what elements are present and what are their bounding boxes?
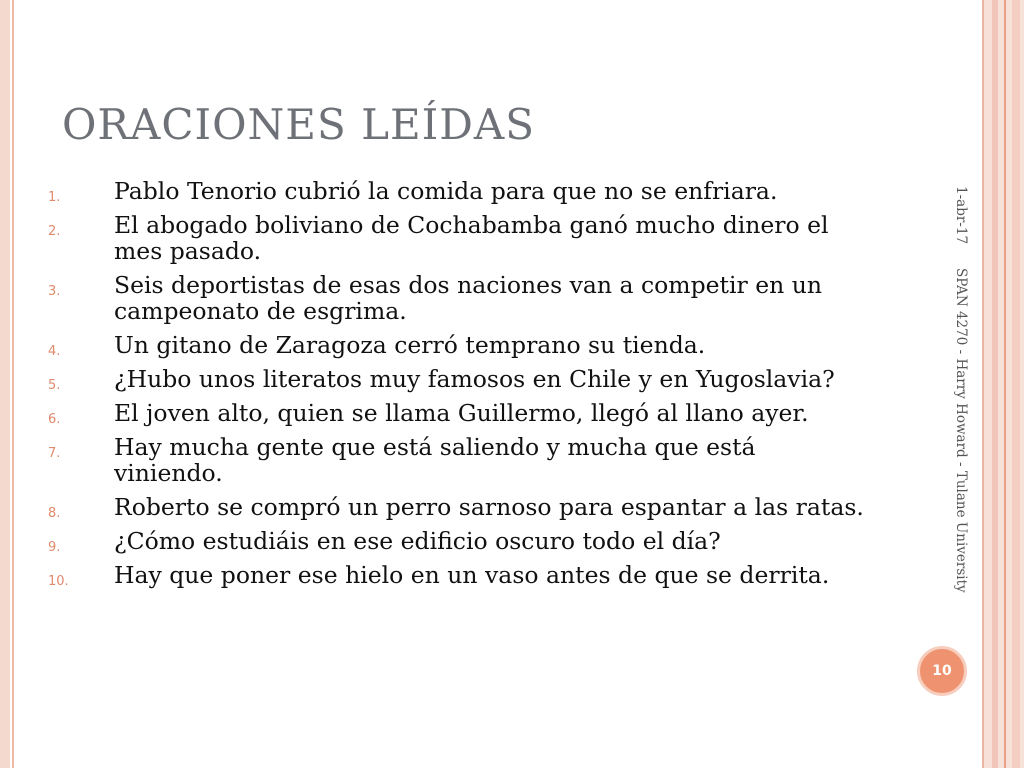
item-text: Pablo Tenorio cubrió la comida para que no se enfriara.: [114, 177, 778, 205]
item-text: El abogado boliviano de Cochabamba ganó mucho dinero el mes pasado.: [114, 211, 829, 265]
left-decor-stripe: [0, 0, 10, 768]
item-number: 10.: [48, 574, 69, 589]
list-item: [48, 494, 868, 520]
item-text: ¿Cómo estudiáis en ese edificio oscuro todo el día?: [114, 527, 721, 555]
right-decor-line: [1012, 0, 1020, 768]
left-decor-line: [12, 0, 14, 768]
item-number: 1.: [48, 190, 61, 205]
list-item: [48, 562, 868, 588]
item-text: Hay mucha gente que está saliendo y mucha que está viniendo.: [114, 433, 756, 487]
item-number: 8.: [48, 506, 61, 521]
list-item: [48, 434, 868, 486]
item-text: El joven alto, quien se llama Guillermo, llegó al llano ayer.: [114, 399, 809, 427]
right-decor-line: [1004, 0, 1006, 768]
list-item: [48, 366, 868, 392]
slide-title: ORACIONES LEÍDAS: [62, 100, 535, 149]
list-item: [48, 272, 868, 324]
right-decor-line: [982, 0, 984, 768]
list-item: [48, 528, 868, 554]
list-item: [48, 332, 868, 358]
list-item: [48, 400, 868, 426]
slide-date: 1-abr-17: [953, 186, 969, 245]
item-text: Roberto se compró un perro sarnoso para espantar a las ratas.: [114, 493, 864, 521]
list-item: [48, 178, 868, 204]
slide-number-badge: 10: [917, 646, 967, 696]
item-number: 2.: [48, 224, 61, 239]
item-number: 4.: [48, 344, 61, 359]
item-text: Un gitano de Zaragoza cerró temprano su tienda.: [114, 331, 706, 359]
item-text: ¿Hubo unos literatos muy famosos en Chile y en Yugoslavia?: [114, 365, 835, 393]
slide-footer: SPAN 4270 - Harry Howard - Tulane University: [953, 268, 969, 593]
item-text: Hay que poner ese hielo en un vaso antes de que se derrita.: [114, 561, 830, 589]
sentence-list: [48, 178, 868, 596]
item-number: 7.: [48, 446, 61, 461]
list-item: [48, 212, 868, 264]
item-number: 6.: [48, 412, 61, 427]
item-text: Seis deportistas de esas dos naciones van a competir en un campeonato de esgrima.: [114, 271, 822, 325]
item-number: 5.: [48, 378, 61, 393]
item-number: 9.: [48, 540, 61, 555]
item-number: 3.: [48, 284, 61, 299]
right-decor-line: [992, 0, 998, 768]
